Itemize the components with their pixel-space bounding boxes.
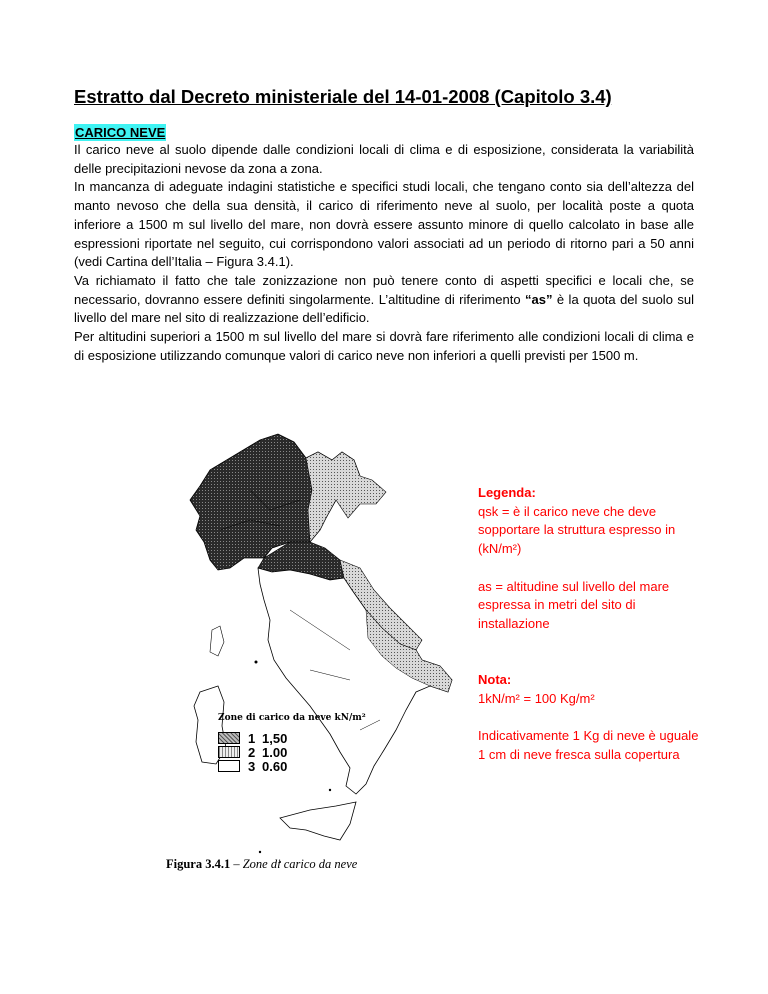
zone-3-value: 0.60: [262, 758, 288, 774]
zone-2-number: 2: [248, 744, 256, 760]
map-key-row-1: [218, 731, 378, 745]
paragraph-3-text: Va richiamato il fatto che tale zonizzazione non può tenere conto di aspetti specifici e locali che, se necessario, dovranno essere definiti singolarmente. L’altitudine di riferimento: [74, 272, 694, 307]
zone-2-swatch: [218, 746, 240, 758]
paragraph-4: Per altitudini superiori a 1500 m sul livello del mare si dovrà fare riferimento alle condizioni locali di clima e di esposizione utilizzando comunque valori di carico neve non inferiori a quelli previsti per 1500 m.: [74, 329, 694, 363]
body-text: [74, 141, 694, 365]
zone-1-swatch: [218, 732, 240, 744]
paragraph-3-tail: è la quota del suolo sul livello del mare nel sito di realizzazione dell’edificio.: [74, 291, 694, 326]
paragraph-3: [74, 272, 694, 328]
document-title: Estratto dal Decreto ministeriale del 14-01-2008 (Capitolo 3.4): [74, 86, 612, 107]
map-key-row-2: [218, 745, 378, 759]
legend-qsk: qsk = è il carico neve che deve sopportare la struttura espresso in (kN/m²): [478, 503, 676, 557]
italy-map-graphic: [160, 430, 460, 880]
figure-dash: –: [230, 857, 243, 871]
zone-2-northeast: [306, 452, 386, 542]
section-heading: CARICO NEVE: [75, 125, 166, 140]
figure-text: Zone di carico da neve: [242, 857, 358, 871]
zone-3-swatch: [218, 760, 240, 772]
legend-box: [478, 484, 708, 764]
map-key: [218, 713, 378, 773]
nota-text: 1kN/m² = 100 Kg/m²: [478, 690, 595, 706]
as-term: “as”: [524, 291, 553, 307]
figure-caption: [166, 857, 357, 872]
legend-heading: Legenda:: [478, 485, 536, 500]
paragraph-1: Il carico neve al suolo dipende dalle condizioni locali di clima e di esposizione, considerata la variabilità delle precipitazioni nevose da zona a zona.: [74, 142, 694, 176]
zone-3-number: 3: [248, 758, 256, 774]
indicative-text: Indicativamente 1 Kg di neve è uguale 1 cm di neve fresca sulla copertura: [478, 728, 699, 762]
figure-label: Figura 3.4.1: [166, 857, 231, 871]
zone-1-value: 1,50: [262, 730, 288, 746]
map-key-row-3: [218, 759, 378, 773]
paragraph-2: In mancanza di adeguate indagini statistiche e specifici studi locali, che tengano conto sia dell’altezza del manto nevoso che della sua densità, il carico di riferimento neve al suolo, per località poste a quota inferiore a 1500 m sul livello del mare, non dovrà essere assunto minore di quello calcolato in base alle espressioni riportate nel seguito, cui corrispondono valori associati ad un periodo di ritorno pari a 50 anni (vedi Cartina dell’Italia – Figura 3.4.1).: [74, 179, 694, 270]
map-key-title: Zone di carico da neve kN/m²: [218, 713, 366, 723]
corsica: [210, 626, 224, 656]
zone-1-number: 1: [248, 730, 256, 746]
legend-as: as = altitudine sul livello del mare espressa in metri del sito di installazione: [478, 578, 670, 631]
italy-snow-map: [160, 430, 460, 880]
zone-2-value: 1.00: [262, 744, 288, 760]
sicily: [280, 802, 356, 840]
nota-heading: Nota:: [478, 671, 512, 687]
